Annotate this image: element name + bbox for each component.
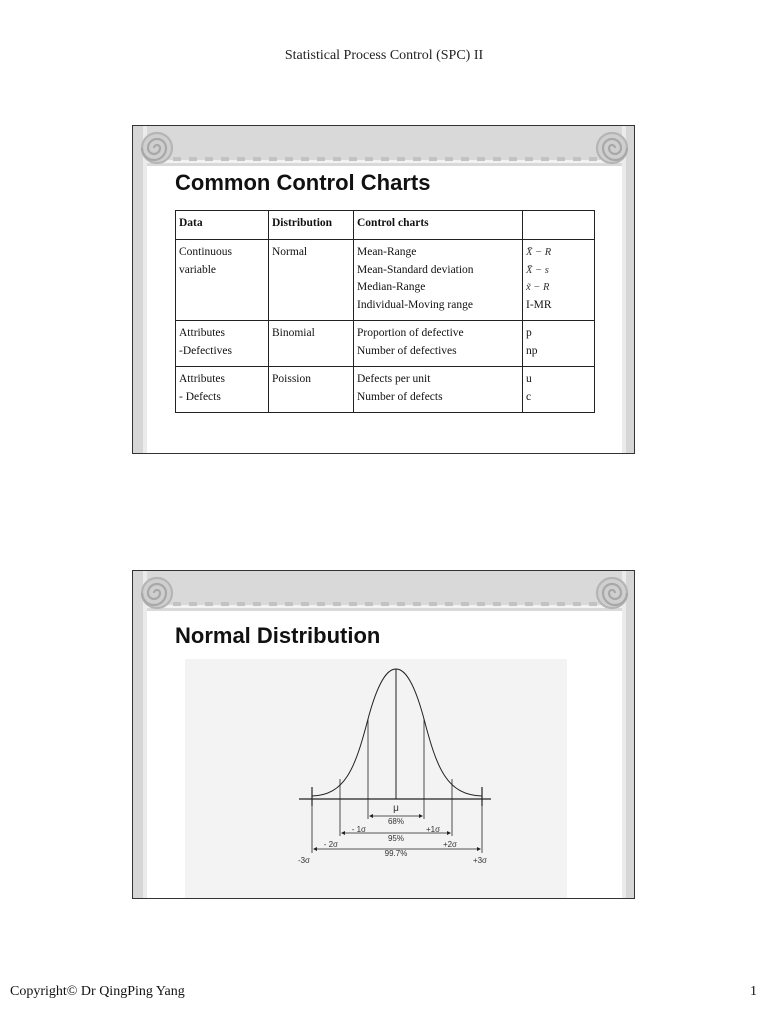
cell-distribution: Binomial [269, 321, 354, 367]
cell-text: Mean-Range [357, 246, 417, 258]
cell-text: u [526, 373, 532, 385]
scroll-right-icon [597, 578, 627, 608]
label-68: 68% [387, 817, 405, 826]
table-row [176, 321, 595, 367]
cell-text: -Defectives [179, 344, 232, 357]
cell-text: c [526, 390, 532, 403]
slide-title: Common Control Charts [175, 170, 431, 195]
cell-text: - Defects [179, 390, 221, 403]
table-header-row [176, 211, 595, 240]
label-plus-3-sigma: +3σ [472, 856, 487, 865]
header-control-charts: Control charts [354, 211, 523, 240]
label-99-7: 99.7% [384, 849, 408, 858]
cell-charts [354, 240, 523, 321]
cell-distribution: Normal [269, 240, 354, 321]
page-header: Statistical Process Control (SPC) II [284, 48, 484, 63]
slide-title: Normal Distribution [175, 623, 381, 648]
cell-text: Attributes [179, 327, 225, 339]
cell-text: Number of defectives [357, 344, 457, 357]
cell-text: Individual-Moving range [357, 298, 473, 311]
control-charts-table [175, 210, 595, 413]
cell-symbols [523, 321, 595, 367]
cell-data [176, 367, 269, 413]
cell-text: Mean-Standard deviation [357, 263, 474, 276]
slide-normal-distribution [132, 570, 635, 899]
label-95: 95% [387, 834, 405, 843]
label-minus-2-sigma: - 2σ [323, 840, 338, 849]
footer-page-number: 1 [750, 984, 757, 999]
header-distribution: Distribution [269, 211, 354, 240]
scroll-left-icon [142, 133, 172, 163]
label-minus-3-sigma: -3σ [297, 856, 310, 865]
header-symbol [523, 211, 595, 240]
slide-common-control-charts [132, 125, 635, 454]
label-plus-2-sigma: +2σ [442, 840, 457, 849]
normal-distribution-figure [185, 659, 567, 899]
cell-text: Number of defects [357, 390, 443, 403]
label-minus-1-sigma: - 1σ [351, 825, 366, 834]
cell-distribution: Poission [269, 367, 354, 413]
table-row [176, 240, 595, 321]
scroll-right-icon [597, 133, 627, 163]
cell-symbols [523, 367, 595, 413]
cell-text: Attributes [179, 373, 225, 385]
cell-symbols [523, 240, 595, 321]
mu-label: μ [393, 803, 399, 814]
symbol-xbar-r: X̄ − R [526, 247, 552, 258]
cell-text: Continuous [179, 246, 233, 258]
cell-text: Proportion of defective [357, 327, 464, 339]
cell-data [176, 240, 269, 321]
table-row [176, 367, 595, 413]
cell-text: p [526, 327, 532, 339]
cell-charts [354, 367, 523, 413]
cell-text: Median-Range [357, 281, 426, 293]
scroll-left-icon [142, 578, 172, 608]
cell-text: variable [179, 263, 217, 276]
cell-text: Defects per unit [357, 373, 431, 385]
cell-charts [354, 321, 523, 367]
symbol-median-r: x̃ − R [526, 282, 550, 293]
footer-copyright: Copyright© Dr QingPing Yang [10, 984, 185, 999]
symbol-xbar-s: X̄ − s [526, 264, 549, 276]
cell-data [176, 321, 269, 367]
label-plus-1-sigma: +1σ [426, 825, 441, 834]
cell-text: np [526, 344, 538, 357]
header-data: Data [176, 211, 269, 240]
symbol-imr: I-MR [526, 298, 552, 311]
